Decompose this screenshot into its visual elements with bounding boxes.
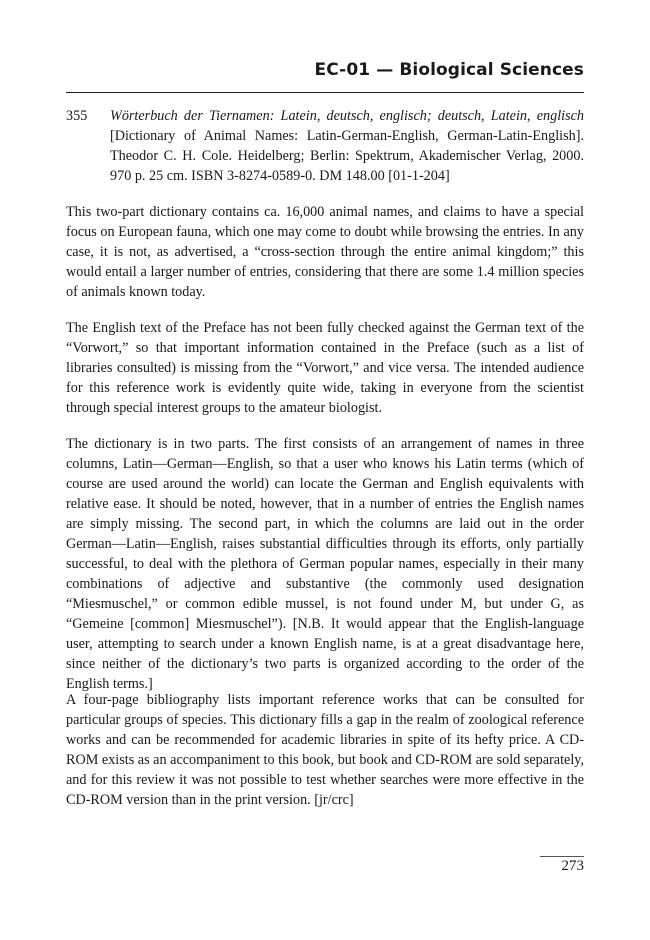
entry-number: 355: [66, 108, 88, 124]
footer-divider: [540, 856, 584, 857]
header-divider: [66, 92, 584, 93]
review-paragraph-3: The dictionary is in two parts. The first consists of an arrangement of names in three columns, Latin—German—English, so that a user who knows his Latin terms (which of course are used around the world) can locate the German and English equivalents with relative ease. It should be noted, however, that in a number of entries the English names are simply missing. The second part, in which the columns are laid out in the order German—Latin—English, raises substantial difficulties through its efforts, only partially successful, to deal with the plethora of German popular names, especially in their many combinations of adjective and substantive (the commonly used designation “Miesmuschel,” or common edible mussel, is not found under M, but under G, as “Gemeine [common] Miesmuschel”). [N.B. It would appear that the English-language user, attempting to search under a known English name, is at a great disadvantage here, since neither of the dictionary’s two parts is organized according to the order of the English terms.]: [66, 436, 584, 692]
entry-citation: [110, 106, 584, 186]
section-header: EC-01 — Biological Sciences: [314, 60, 584, 80]
entry-details: [Dictionary of Animal Names: Latin-German-English, German-Latin-English]. Theodor C. H. Cole. Heidelberg; Berlin: Spektrum, Akademischer Verlag, 2000. 970 p. 25 cm. ISBN 3-8274-0589-0. DM 148.00 [01-1-204]: [110, 128, 584, 184]
review-paragraph-1: This two-part dictionary contains ca. 16,000 animal names, and claims to have a special focus on European fauna, which one may come to doubt while browsing the entries. In any case, it is not, as advertised, a “cross-section through the entire animal kingdom;” this would entail a larger number of entries, considering that there are some 1.4 million species of animals known today.: [66, 204, 584, 300]
bibliographic-entry: [66, 106, 584, 186]
page-number: 273: [561, 858, 584, 874]
review-paragraph-4: A four-page bibliography lists important reference works that can be consulted for particular groups of species. This dictionary fills a gap in the realm of zoological reference works and can be recommended for academic libraries in spite of its hefty price. A CD-ROM exists as an accompaniment to this book, but book and CD-ROM are sold separately, and for this review it was not possible to test whether searches were more effective in the CD-ROM version than in the print version. [jr/crc]: [66, 692, 584, 808]
review-paragraph-2: The English text of the Preface has not been fully checked against the German text of the “Vorwort,” so that important information contained in the Preface (such as a list of libraries consulted) is missing from the “Vorwort,” and vice versa. The intended audience for this reference work is evidently quite wide, taking in everyone from the scientist through special interest groups to the amateur biologist.: [66, 320, 584, 416]
entry-title: Wörterbuch der Tiernamen: Latein, deutsch, englisch; deutsch, Latein, englisch: [110, 108, 584, 124]
